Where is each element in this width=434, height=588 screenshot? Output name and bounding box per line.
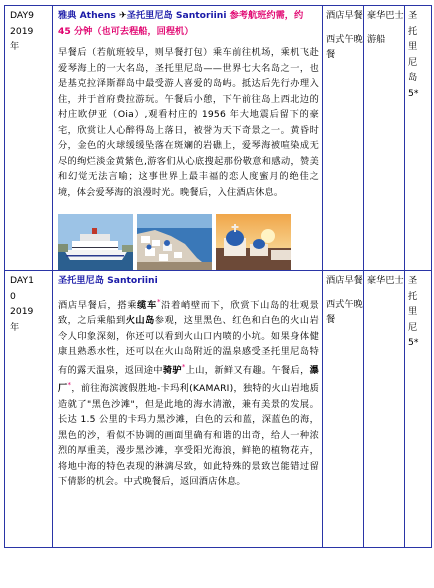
hotel-char: 里 [408, 41, 418, 52]
day-description [58, 295, 319, 490]
day-label: DAY1 [10, 275, 34, 286]
day-title [58, 273, 319, 289]
title-destination: 圣托里尼岛 Santoriini [126, 10, 227, 21]
itinerary-row-day9 [5, 6, 432, 271]
day-year: 2019 [10, 25, 34, 37]
transport-boat: 游船 [367, 33, 386, 45]
plane-icon: ✈ [119, 10, 127, 21]
photo-strip [58, 214, 319, 270]
day-year-suffix: 年 [10, 321, 20, 333]
day-label-cont: 0 [10, 290, 16, 302]
hotel-char: 托 [408, 290, 418, 302]
transport-cell [364, 6, 405, 271]
footnote-mark: * [181, 362, 186, 371]
highlight-text: 骑驴 [162, 364, 182, 376]
day-year: 2019 [10, 306, 34, 317]
highlight-text: 火山岛 [125, 315, 155, 327]
day-label: DAY9 [10, 10, 34, 21]
day-description-cell [53, 6, 323, 271]
hotel-char: 岛 [408, 72, 418, 83]
hotel-star-rating: 5* [408, 337, 419, 348]
transport-cell [364, 271, 405, 548]
hotel-cell [405, 6, 432, 271]
day-title [58, 8, 319, 39]
day-cell [5, 271, 53, 548]
itinerary-row-day10 [5, 271, 432, 548]
hotel-char: 尼 [408, 56, 418, 68]
title-note: 参考航班约需，约 45 分钟（也可去程船，回程机） [58, 10, 304, 37]
transport-bus: 豪华巴士 [367, 275, 404, 286]
highlight-text: 缆车 [137, 299, 157, 311]
title-destination: 圣托里尼岛 Santoriini [58, 275, 158, 286]
hotel-char: 托 [408, 25, 418, 37]
hotel-star-rating: 5* [408, 87, 419, 99]
santorini-village-photo [137, 214, 212, 270]
meal-breakfast: 酒店早餐 [326, 10, 363, 21]
highlight-text: 瀑厂 [58, 364, 319, 395]
meal-breakfast: 酒店早餐 [326, 275, 363, 286]
description-text: ，前往海滨渡假胜地-卡玛利(KAMARI)，独特的火山岩地质造就了"黑色沙滩"，但是此地的海水清澈，兼有美景的发展。长达 1.5 公里的卡玛力黑沙滩，白色的云和蓝，深蓝色的海，黑色的沙，看似不协调的画面里确有和谐的出奇，给人一种浓烈的厚重美，漫步黑沙滩，享受阳光海浪，鲜艳的植物花卉，将地中海的特色表现的淋漓尽致，如此特殊的景致岂能错过留下倩影的机会。中式晚餐后，返回酒店休息。 [58, 383, 319, 488]
transport-bus: 豪华巴士 [367, 10, 404, 21]
itinerary-table [4, 5, 432, 548]
day-year-suffix: 年 [10, 41, 20, 52]
description-text: 酒店早餐后，搭乘 [58, 299, 138, 311]
title-origin: 雅典 Athens [58, 10, 120, 21]
description-text: 上山，新鲜又有趣。午餐后， [185, 364, 310, 376]
day-description: 早餐后（若航班较早，则早餐打包）乘车前往机场，乘机飞赴爱琴海上的一大名岛，圣托里尼岛——世界七大名岛之一，也是基克拉泽斯群岛中最受游人喜爱的岛屿。抵达后先行办理入住，并于首府费拉游玩。午餐后小憩，下午前往岛上西北边的村庄欧伊亚（Oia）,观看村庄的 1956 年大地震后留下的豪宅，欣赏让人心醉得岛上落日，被誉为天下奇景之一。黄昏时分，金色的火球缓缓坠落在斑斓的岩礁上，爱琴海被喧染成无尽的绚烂淡金黄紫色,游客们从心底搜起那份敬意和感动，赞美和幻觉无法言喻；这事世界上最丰福的恋人度蜜月的绝佳之境，体会爱琴海的浪漫时光。晚餐后，入住酒店休息。 [58, 47, 319, 198]
day-cell [5, 6, 53, 271]
meal-cell [323, 6, 364, 271]
description-text: 参观，这里黑色、红色和白色的火山岩令人印象深刻，你还可以看到火山口内喷的小坑。如果身体健康且熟悉水性，还可以在火山岛附近的温泉感受圣托里尼岛特有的露天温泉，返回途中 [58, 315, 319, 376]
meal-cell [323, 271, 364, 548]
description-text: 沿着峭壁而下，欣赏下山岛的壮观景致，之后乘船到 [58, 299, 319, 327]
santorini-sunset-church-photo [216, 214, 291, 270]
footnote-mark: * [67, 381, 72, 390]
meal-lunch-dinner: 西式午晚餐 [326, 33, 363, 60]
hotel-char: 圣 [408, 275, 418, 286]
hotel-char: 里 [408, 306, 418, 317]
cruise-ship-photo [58, 214, 133, 270]
day-description-cell [53, 271, 323, 548]
hotel-char: 圣 [408, 10, 418, 21]
hotel-char: 尼 [408, 321, 418, 333]
footnote-mark: * [156, 297, 161, 306]
hotel-cell [405, 271, 432, 548]
meal-lunch-dinner: 西式午晚餐 [326, 298, 363, 325]
